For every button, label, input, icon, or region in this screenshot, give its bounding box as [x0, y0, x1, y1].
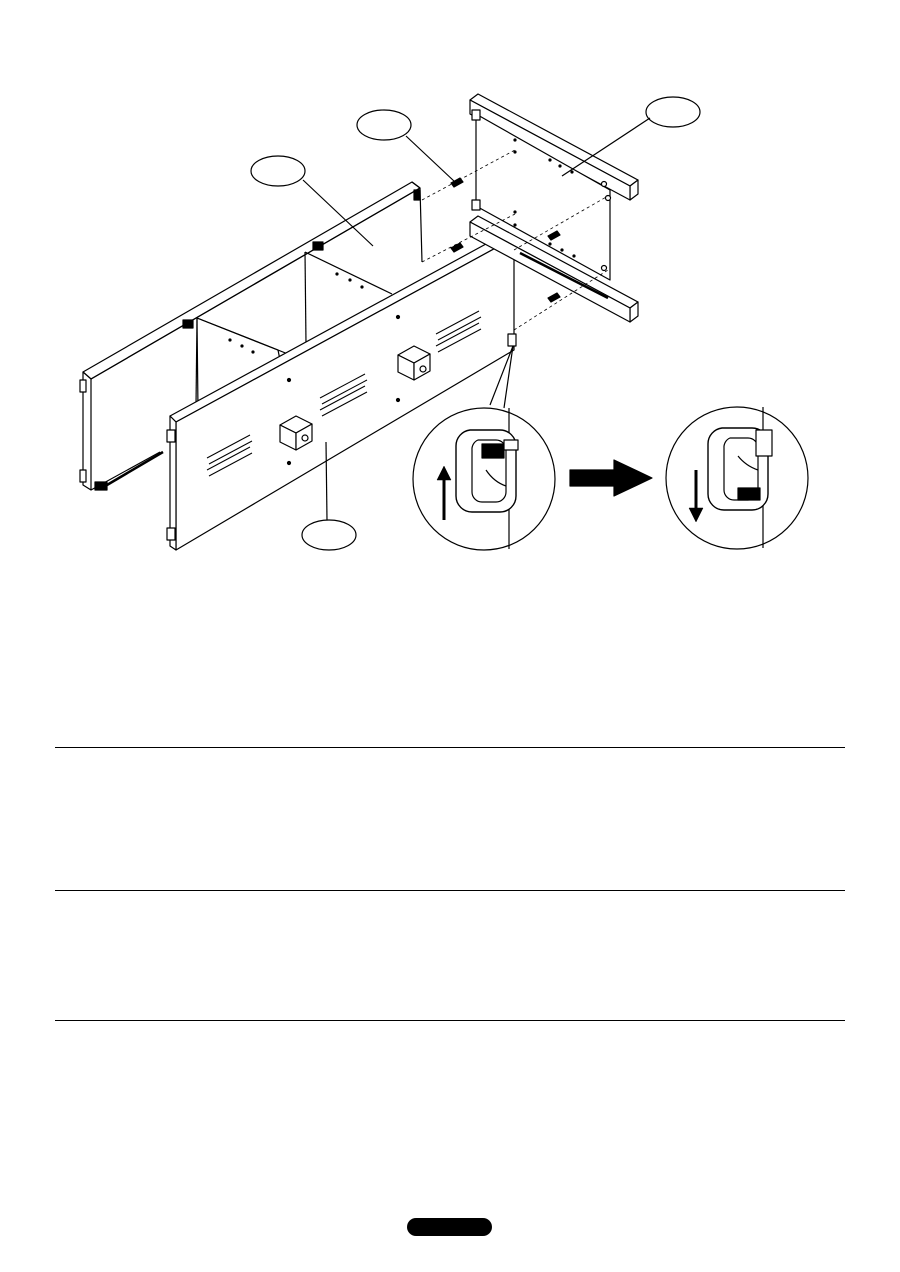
section-divider	[55, 1020, 845, 1021]
assembly-illustration	[0, 0, 900, 600]
callout-2	[251, 156, 373, 246]
page-number-tab	[407, 1218, 492, 1236]
callout-1	[357, 110, 455, 182]
right-arrow-icon	[570, 460, 652, 496]
section-divider	[55, 747, 845, 748]
detail-lock-down	[666, 407, 808, 549]
section-divider	[55, 890, 845, 891]
